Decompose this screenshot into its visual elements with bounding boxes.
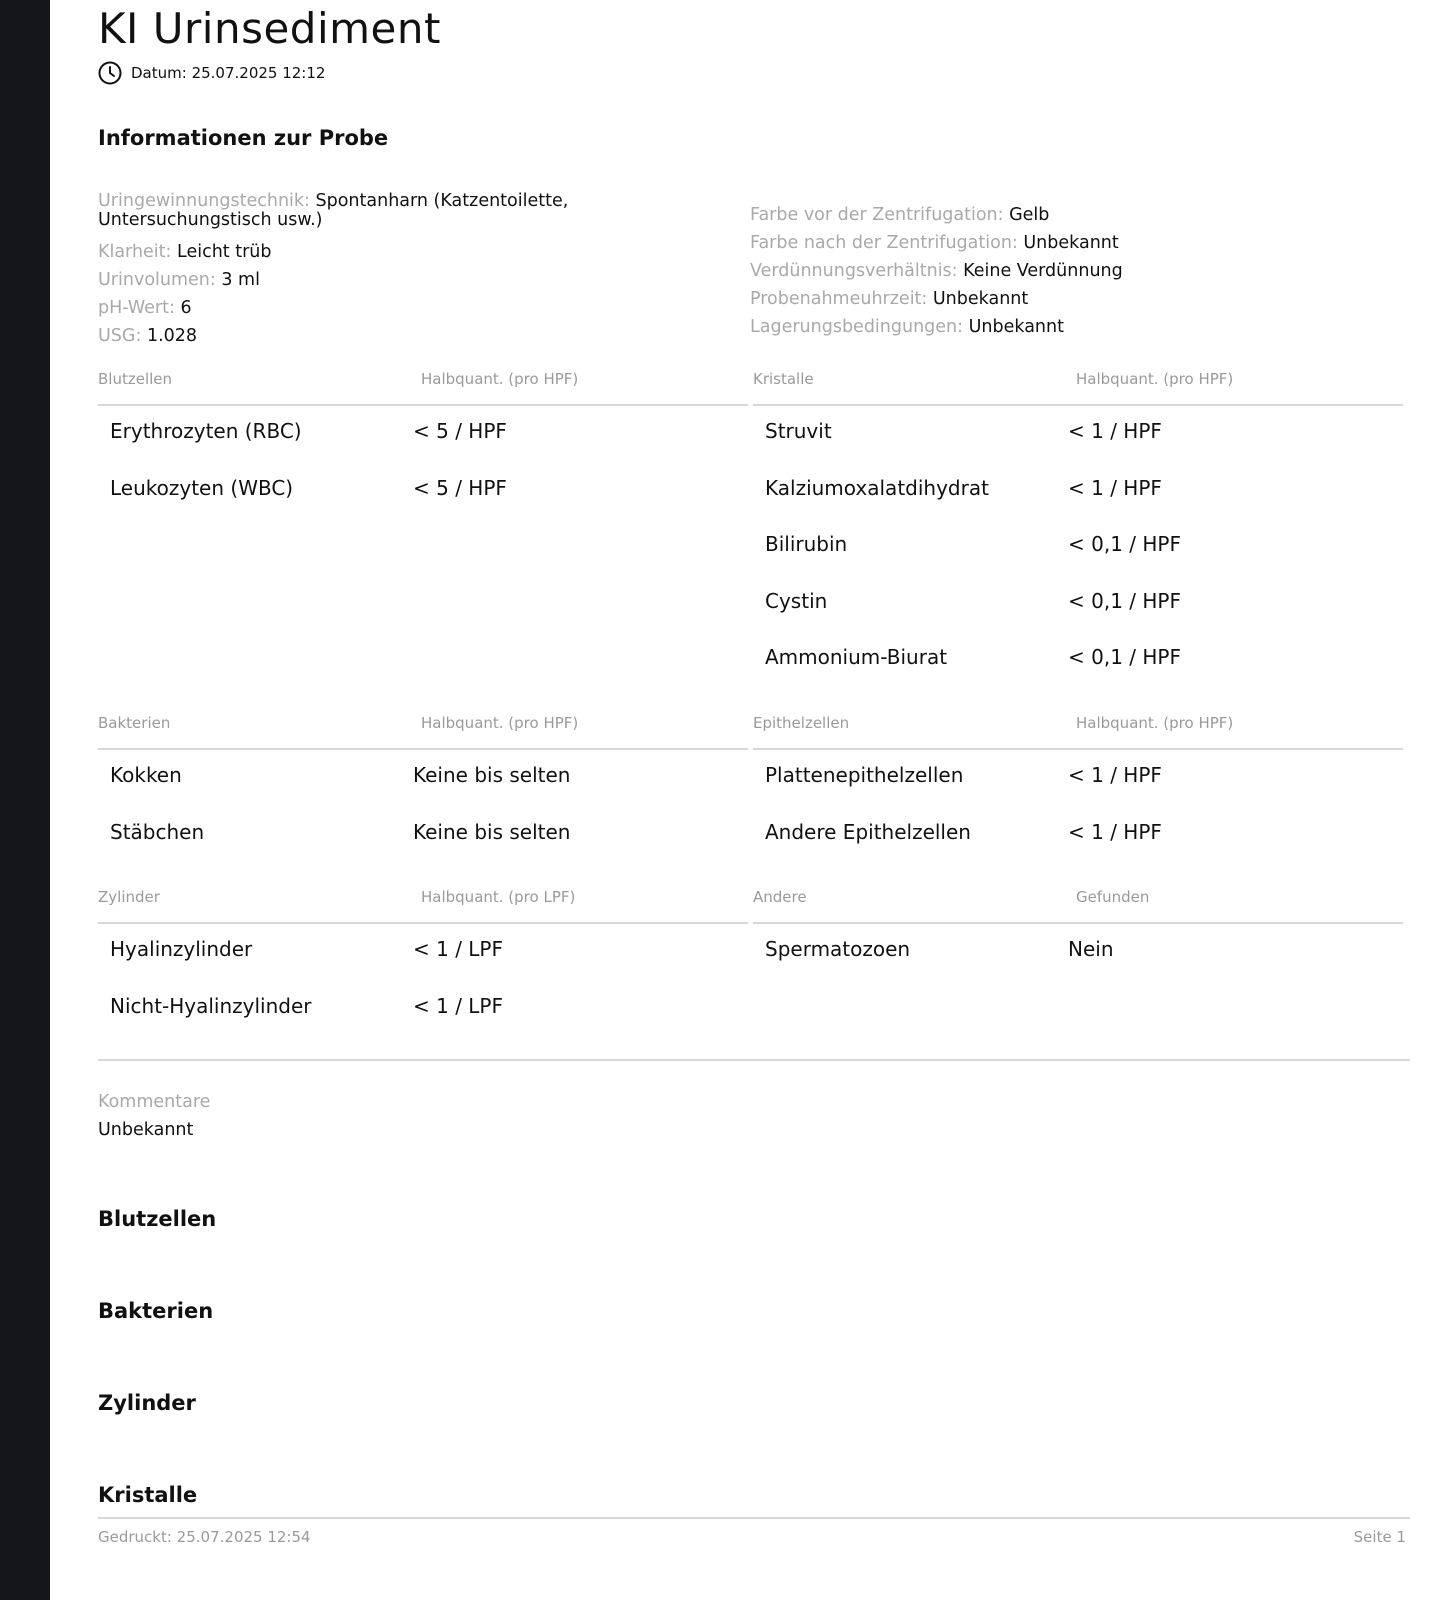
table-blutzellen (98, 370, 748, 519)
section-divider (98, 1059, 1410, 1061)
report-title: KI Urinsediment (98, 4, 441, 53)
printed-date: Gedruckt: 25.07.2025 12:54 (98, 1528, 311, 1546)
table-bakterien (98, 714, 748, 863)
sample-info-right (750, 201, 1370, 341)
table-row: Stäbchen Keine bis selten (110, 819, 571, 844)
table-row: Kalziumoxalatdihydrat < 1 / HPF (765, 475, 1162, 500)
sample-info-left (98, 192, 658, 350)
left-dark-bar (0, 0, 50, 1600)
info-item: Probenahmeuhrzeit: Unbekannt (750, 289, 1029, 309)
info-item: Farbe vor der Zentrifugation: Gelb (750, 205, 1050, 225)
table-header: Epithelzellen Halbquant. (pro HPF) (753, 714, 1403, 750)
table-kristalle (753, 370, 1403, 689)
table-row: Leukozyten (WBC) < 5 / HPF (110, 475, 507, 500)
table-zylinder (98, 888, 748, 1037)
table-header: Blutzellen Halbquant. (pro HPF) (98, 370, 748, 406)
report-date: Datum: 25.07.2025 12:12 (131, 64, 326, 82)
section-heading-bakterien: Bakterien (98, 1299, 214, 1323)
table-row: Hyalinzylinder < 1 / LPF (110, 937, 503, 961)
table-epithelzellen (753, 714, 1403, 863)
section-heading-kristalle: Kristalle (98, 1483, 198, 1507)
table-header: Bakterien Halbquant. (pro HPF) (98, 714, 748, 750)
table-header: Andere Gefunden (753, 888, 1403, 924)
table-row: Erythrozyten (RBC) < 5 / HPF (110, 419, 507, 443)
info-item: pH-Wert: 6 (98, 298, 192, 318)
info-item: USG: 1.028 (98, 326, 198, 346)
table-row: Andere Epithelzellen < 1 / HPF (765, 819, 1162, 844)
table-row: Struvit < 1 / HPF (765, 419, 1162, 443)
info-item: Verdünnungsverhältnis: Keine Verdünnung (750, 261, 1123, 281)
sample-info-heading: Informationen zur Probe (98, 126, 389, 150)
table-row: Ammonium-Biurat < 0,1 / HPF (765, 645, 1181, 669)
table-row: Plattenepithelzellen < 1 / HPF (765, 763, 1162, 787)
table-row: Bilirubin < 0,1 / HPF (765, 532, 1181, 556)
report-date-row (98, 61, 325, 85)
table-header: Zylinder Halbquant. (pro LPF) (98, 888, 748, 924)
info-item: Urinvolumen: 3 ml (98, 270, 260, 290)
info-item: Farbe nach der Zentrifugation: Unbekannt (750, 233, 1119, 253)
table-row: Cystin < 0,1 / HPF (765, 588, 1181, 613)
clock-icon (98, 61, 122, 85)
table-header: Kristalle Halbquant. (pro HPF) (753, 370, 1403, 406)
table-row: Kokken Keine bis selten (110, 763, 571, 787)
page-number: Seite 1 (1353, 1528, 1406, 1546)
info-item: Uringewinnungstechnik: Spontanharn (Katzentoilette, Untersuchungstisch usw.) (98, 191, 569, 230)
table-row: Spermatozoen Nein (765, 937, 1114, 961)
table-andere (753, 888, 1403, 981)
info-item: Lagerungsbedingungen: Unbekannt (750, 317, 1064, 337)
footer-divider (98, 1517, 1410, 1519)
comments-label: Kommentare (98, 1092, 211, 1112)
table-row: Nicht-Hyalinzylinder < 1 / LPF (110, 993, 503, 1018)
info-item: Klarheit: Leicht trüb (98, 242, 272, 262)
section-heading-zylinder: Zylinder (98, 1391, 196, 1415)
report-page (98, 0, 1410, 1600)
section-heading-blutzellen: Blutzellen (98, 1207, 217, 1231)
comments-value: Unbekannt (98, 1120, 194, 1140)
